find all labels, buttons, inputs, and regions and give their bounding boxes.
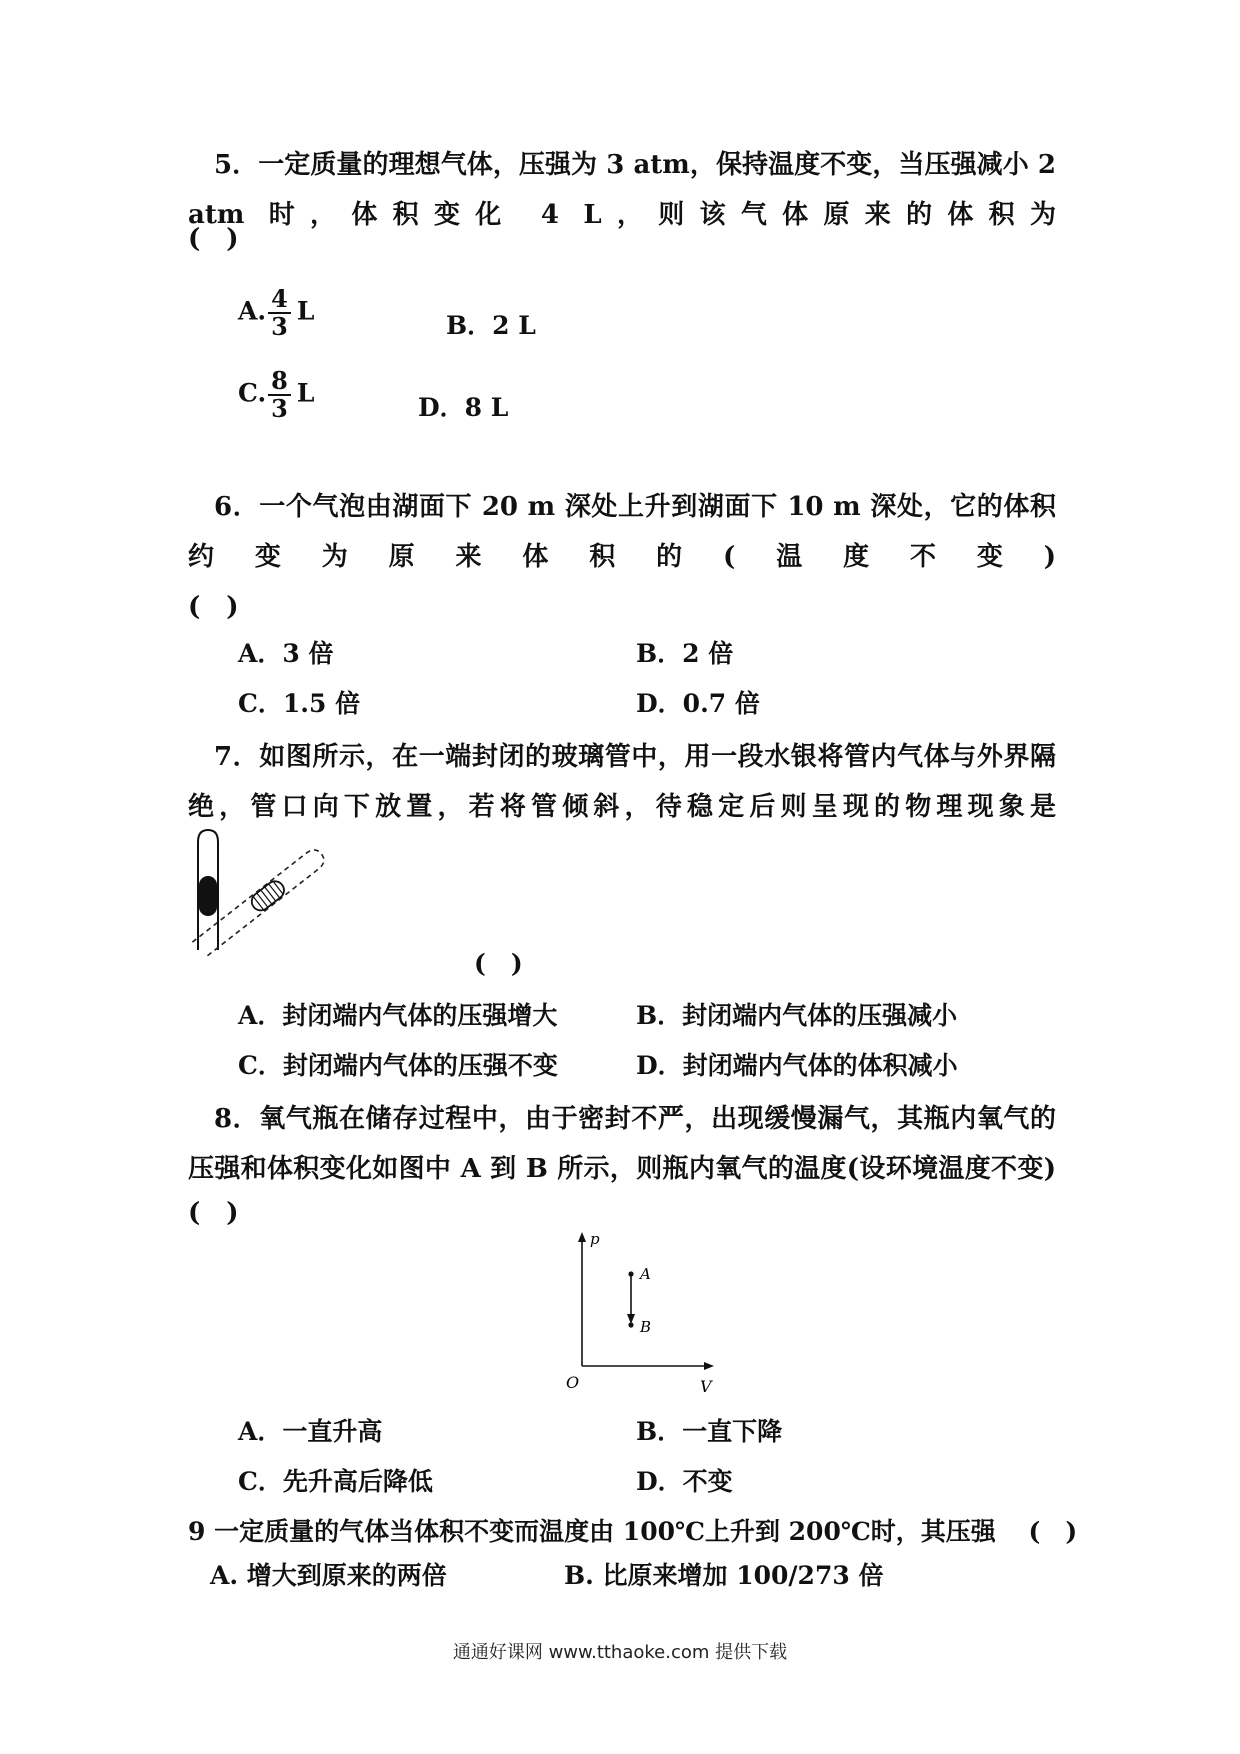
q8-pv-graph [560, 1226, 730, 1398]
q8-option-d[interactable]: D．不变 [636, 1467, 733, 1496]
q5-option-d[interactable]: D．8 L [418, 393, 509, 422]
p-axis-label: p [590, 1230, 600, 1248]
point-b [628, 1322, 633, 1327]
q8-stem [188, 1094, 1056, 1194]
q5-stem-text: 5．一定质量的理想气体，压强为 3 atm，保持温度不变，当压强减小 2 atm 时，体积变化 4 L，则该气体原来的体积为 [188, 150, 1056, 230]
q7-tube-diagram [190, 828, 340, 968]
q8-paren: ( ) [188, 1198, 239, 1228]
q8-option-a[interactable]: A．一直升高 [238, 1417, 383, 1446]
q6-option-b[interactable]: B．2 倍 [636, 639, 734, 668]
q8-option-c[interactable]: C．先升高后降低 [238, 1467, 433, 1496]
q7-option-c[interactable]: C．封闭端内气体的压强不变 [238, 1051, 558, 1080]
q5-option-a-fraction: $\frac{4}{3}$ [268, 286, 291, 340]
q9-paren: ( ) [1028, 1517, 1078, 1546]
footer-source: 通通好课网 www.tthaoke.com 提供下载 [452, 1642, 788, 1663]
point-a-label: A [640, 1265, 651, 1283]
q5-option-a[interactable]: A. $\frac{4}{3}$ L [238, 284, 315, 341]
origin-label: O [566, 1373, 580, 1392]
q9-option-a[interactable]: A. 增大到原来的两倍 [210, 1561, 447, 1590]
q7-paren: ( ) [474, 949, 523, 978]
q6-stem-text: 6．一个气泡由湖面下 20 m 深处上升到湖面下 10 m 深处，它的体积约变为原来体积的(温度不变) [188, 492, 1056, 572]
q7-stem [188, 732, 1056, 832]
q7-option-b[interactable]: B．封闭端内气体的压强减小 [636, 1001, 958, 1030]
q6-option-d[interactable]: D．0.7 倍 [636, 689, 760, 718]
q5-paren: ( ) [188, 224, 239, 254]
q7-option-d[interactable]: D．封闭端内气体的体积减小 [636, 1051, 958, 1080]
q6-stem [188, 482, 1056, 582]
q6-paren: ( ) [188, 592, 239, 622]
q7-option-a[interactable]: A．封闭端内气体的压强增大 [238, 1001, 558, 1030]
p-axis-arrow [578, 1232, 586, 1242]
q6-option-c[interactable]: C．1.5 倍 [238, 689, 361, 718]
q9-stem: 9 一定质量的气体当体积不变而温度由 100℃上升到 200℃时，其压强 ( ) [188, 1517, 1078, 1546]
q8-stem-text: 8．氧气瓶在储存过程中，由于密封不严，出现缓慢漏气，其瓶内氧气的压强和体积变化如图中 A 到 B 所示，则瓶内氧气的温度(设环境温度不变) [188, 1104, 1056, 1184]
q6-option-a[interactable]: A．3 倍 [238, 639, 334, 668]
q5-option-c[interactable]: C. $\frac{8}{3}$ L [238, 366, 315, 423]
q9-option-b[interactable]: B. 比原来增加 100/273 倍 [564, 1561, 884, 1590]
q5-option-b[interactable]: B．2 L [446, 311, 536, 340]
mercury-column-vertical [199, 876, 217, 916]
q8-option-b[interactable]: B．一直下降 [636, 1417, 783, 1446]
q7-stem-text: 7．如图所示，在一端封闭的玻璃管中，用一段水银将管内气体与外界隔绝，管口向下放置，若将管倾斜，待稳定后则呈现的物理现象是 [188, 742, 1056, 822]
q5-option-c-fraction: $\frac{8}{3}$ [268, 368, 291, 422]
point-b-label: B [640, 1318, 652, 1336]
point-a [628, 1271, 633, 1276]
v-axis-arrow [704, 1362, 714, 1370]
v-axis-label: V [700, 1377, 712, 1396]
